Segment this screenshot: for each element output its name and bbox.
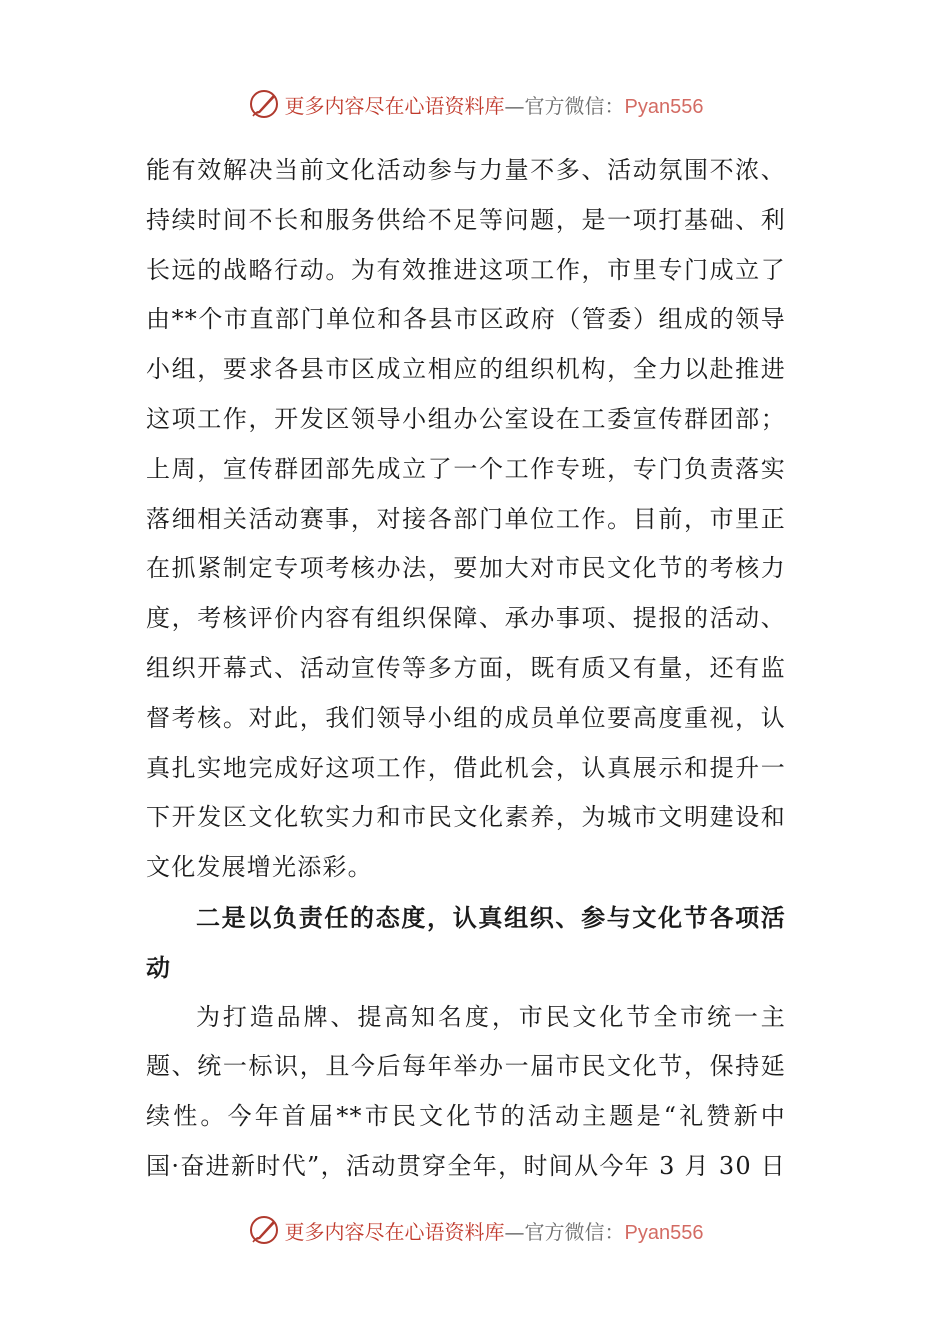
header-banner	[0, 84, 950, 124]
body-line: 国·奋进新时代”，活动贯穿全年，时间从今年 3 月 30 日	[146, 1151, 786, 1180]
body-line: 文化发展增光添彩。	[146, 853, 373, 882]
section-heading-continued: 动	[146, 952, 172, 982]
footer-banner-text	[285, 1216, 704, 1245]
header-wechat-id: Pyan556	[624, 95, 704, 118]
section-heading: 二是以负责任的态度，认真组织、参与文化节各项活	[196, 902, 786, 932]
body-line: 督考核。对此，我们领导小组的成员单位要高度重视，认	[146, 703, 786, 732]
quill-pen-logo-icon	[247, 1213, 281, 1247]
body-line: 组织开幕式、活动宣传等多方面，既有质又有量，还有监	[146, 653, 786, 682]
body-line: 真扎实地完成好这项工作，借此机会，认真展示和提升一	[146, 753, 786, 782]
quill-pen-logo-icon	[247, 87, 281, 121]
body-line: 下开发区文化软实力和市民文化素养，为城市文明建设和	[146, 803, 786, 832]
body-line: 上周，宣传群团部先成立了一个工作专班，专门负责落实	[146, 454, 786, 483]
body-line: 这项工作，开发区领导小组办公室设在工委宣传群团部；	[146, 404, 786, 433]
footer-banner-title: 更多内容尽在心语资料库	[284, 1219, 505, 1244]
document-body	[146, 146, 786, 1192]
body-line: 长远的战略行动。为有效推进这项工作，市里专门成立了	[146, 255, 786, 284]
footer-wechat-label: 官方微信：	[524, 1219, 625, 1244]
header-banner-dash: —	[504, 93, 525, 118]
body-line: 在抓紧制定专项考核办法，要加大对市民文化节的考核力	[146, 554, 786, 583]
body-line: 落细相关活动赛事，对接各部门单位工作。目前，市里正	[146, 504, 786, 533]
body-line: 续性。今年首届**市民文化节的活动主题是“礼赞新中	[146, 1102, 786, 1131]
footer-banner	[0, 1210, 950, 1250]
body-line: 持续时间不长和服务供给不足等问题，是一项打基础、利	[146, 205, 786, 234]
body-line: 题、统一标识，且今后每年举办一届市民文化节，保持延	[146, 1052, 786, 1081]
body-line: 为打造品牌、提高知名度，市民文化节全市统一主	[196, 1002, 786, 1031]
header-banner-text	[285, 90, 704, 119]
body-line: 小组，要求各县市区成立相应的组织机构，全力以赴推进	[146, 355, 786, 384]
footer-wechat-id: Pyan556	[624, 1221, 704, 1244]
header-wechat-label: 官方微信：	[524, 93, 625, 118]
body-line: 度，考核评价内容有组织保障、承办事项、提报的活动、	[146, 604, 786, 633]
body-line: 能有效解决当前文化活动参与力量不多、活动氛围不浓、	[146, 156, 786, 184]
footer-banner-dash: —	[504, 1219, 525, 1244]
header-banner-title: 更多内容尽在心语资料库	[284, 93, 505, 118]
body-line: 由**个市直部门单位和各县市区政府（管委）组成的领导	[146, 305, 786, 334]
